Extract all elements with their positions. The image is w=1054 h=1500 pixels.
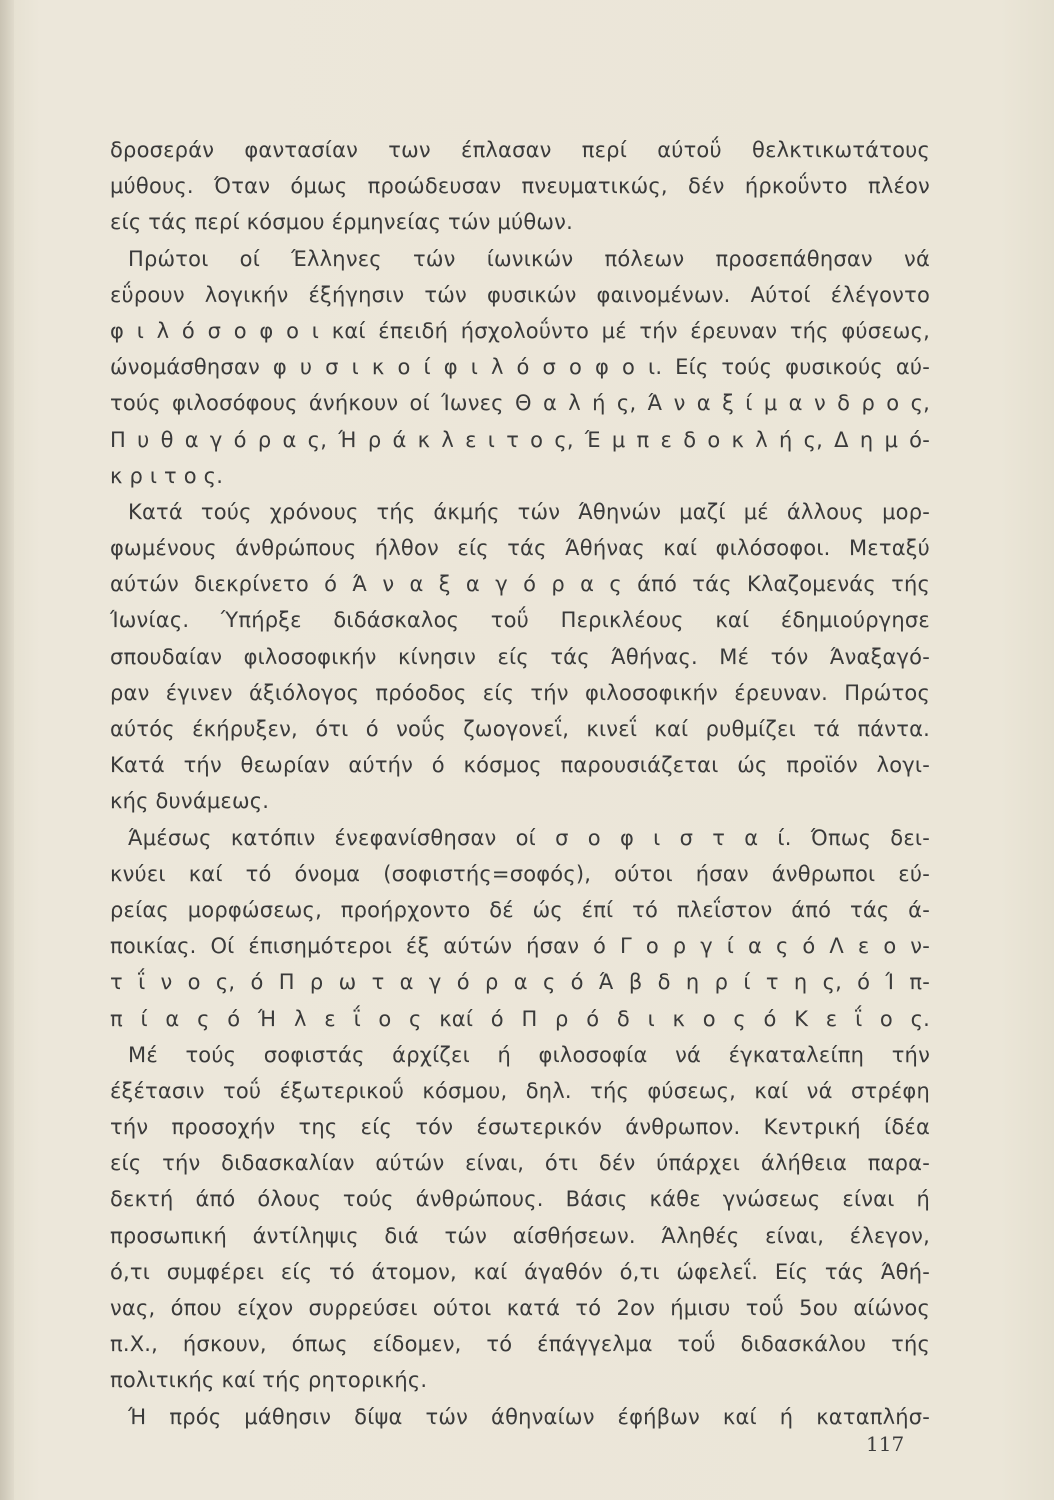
text-line: ραν έγινεν άξιόλογος πρόοδος είς τήν φιλοσοφικήν έρευναν. Πρώτος	[110, 680, 930, 705]
text-line: είς τάς περί κόσμου έρμηνείας τών μύθων.	[110, 210, 573, 235]
text-line: σπουδαίαν φιλοσοφικήν κίνησιν είς τάς Άθήνας. Μέ τόν Άναξαγό-	[110, 644, 930, 669]
body-text	[110, 132, 930, 1435]
page-number: 117	[866, 1432, 905, 1456]
text-line: προσωπική άντίληψις διά τών αίσθήσεων. Άληθές είναι, έλεγον,	[110, 1223, 930, 1248]
text-line: π ί α ς ό Ή λ ε ΐ ο ς καί ό Π ρ ό δ ι κ ο ς ό Κ ε ΐ ο ς.	[110, 1006, 930, 1031]
text-line: ρείας μορφώσεως, προήρχοντο δέ ώς έπί τό πλεΐστον άπό τάς ά-	[110, 897, 930, 922]
text-line: Πρώτοι οί Έλληνες τών ίωνικών πόλεων προσεπάθησαν νά	[128, 246, 930, 271]
text-line: φωμένους άνθρώπους ήλθον είς τάς Άθήνας καί φιλόσοφοι. Μεταξύ	[110, 536, 930, 561]
text-line: δροσεράν φαντασίαν των έπλασαν περί αύτοΰ θελκτικωτάτους	[110, 138, 930, 162]
text-line: κ ρ ι τ ο ς.	[110, 463, 224, 488]
text-line: κνύει καί τό όνομα (σοφιστής=σοφός), ούτοι ήσαν άνθρωποι εύ-	[110, 861, 930, 886]
text-line: φ ι λ ό σ ο φ ο ι καί έπειδή ήσχολοΰντο μέ τήν έρευναν τής φύσεως,	[110, 318, 930, 343]
text-line: εΰρουν λογικήν έξήγησιν τών φυσικών φαινομένων. Αύτοί έλέγοντο	[110, 282, 930, 307]
text-line: τ ΐ ν ο ς, ό Π ρ ω τ α γ ό ρ α ς ό Ά β δ η ρ ί τ η ς, ό Ί π-	[110, 970, 930, 995]
book-spine-shadow	[0, 0, 14, 1500]
text-line: Κατά τούς χρόνους τής άκμής τών Άθηνών μαζί μέ άλλους μορ-	[128, 499, 930, 524]
text-line: δεκτή άπό όλους τούς άνθρώπους. Βάσις κάθε γνώσεως είναι ή	[110, 1187, 930, 1212]
text-line: Π υ θ α γ ό ρ α ς, Ή ρ ά κ λ ε ι τ ο ς, Έ μ π ε δ ο κ λ ή ς, Δ η μ ό-	[110, 427, 930, 452]
text-line: νας, όπου είχον συρρεύσει ούτοι κατά τό 2ον ήμισυ τοΰ 5ου αίώνος	[110, 1296, 930, 1320]
text-line: Μέ τούς σοφιστάς άρχίζει ή φιλοσοφία νά έγκαταλείπη τήν	[128, 1042, 930, 1067]
text-line: είς τήν διδασκαλίαν αύτών είναι, ότι δέν ύπάρχει άλήθεια παρα-	[110, 1151, 930, 1176]
text-line: μύθους. Όταν όμως προώδευσαν πνευματικώς, δέν ήρκοΰντο πλέον	[110, 174, 930, 199]
text-line: πολιτικής καί τής ρητορικής.	[110, 1368, 428, 1393]
text-line: ώνομάσθησαν φ υ σ ι κ ο ί φ ι λ ό σ ο φ ο ι. Είς τούς φυσικούς αύ-	[110, 355, 930, 380]
text-line: Άμέσως κατόπιν ένεφανίσθησαν οί σ ο φ ι σ τ α ί. Όπως δει-	[128, 825, 930, 850]
text-line: τήν προσοχήν της είς τόν έσωτερικόν άνθρωπον. Κεντρική ίδέα	[110, 1115, 930, 1140]
text-line: τούς φιλοσόφους άνήκουν οί Ίωνες Θ α λ ή ς, Ά ν α ξ ί μ α ν δ ρ ο ς,	[110, 391, 930, 416]
text-line: Κατά τήν θεωρίαν αύτήν ό κόσμος παρουσιάζεται ώς προϊόν λογι-	[110, 753, 930, 778]
text-line: ό,τι συμφέρει είς τό άτομον, καί άγαθόν ό,τι ώφελεΐ. Είς τάς Άθή-	[110, 1259, 930, 1284]
text-line: ποικίας. Οί έπισημότεροι έξ αύτών ήσαν ό Γ ο ρ γ ί α ς ό Λ ε ο ν-	[110, 934, 930, 959]
text-line: αύτός έκήρυξεν, ότι ό νοΰς ζωογονεΐ, κινεΐ καί ρυθμίζει τά πάντα.	[110, 717, 930, 741]
text-line: π.Χ., ήσκουν, όπως είδομεν, τό έπάγγελμα τοΰ διδασκάλου τής	[110, 1332, 930, 1357]
text-line: Ίωνίας. Ύπήρξε διδάσκαλος τοΰ Περικλέους καί έδημιούργησε	[110, 608, 930, 633]
text-line: έξέτασιν τοΰ έξωτερικοΰ κόσμου, δηλ. τής φύσεως, καί νά στρέφη	[110, 1078, 930, 1103]
text-line: κής δυνάμεως.	[110, 789, 270, 814]
text-line: Ή πρός μάθησιν δίψα τών άθηναίων έφήβων καί ή καταπλήσ-	[128, 1404, 930, 1429]
text-line: αύτών διεκρίνετο ό Ά ν α ξ α γ ό ρ α ς άπό τάς Κλαζομενάς τής	[110, 572, 930, 597]
